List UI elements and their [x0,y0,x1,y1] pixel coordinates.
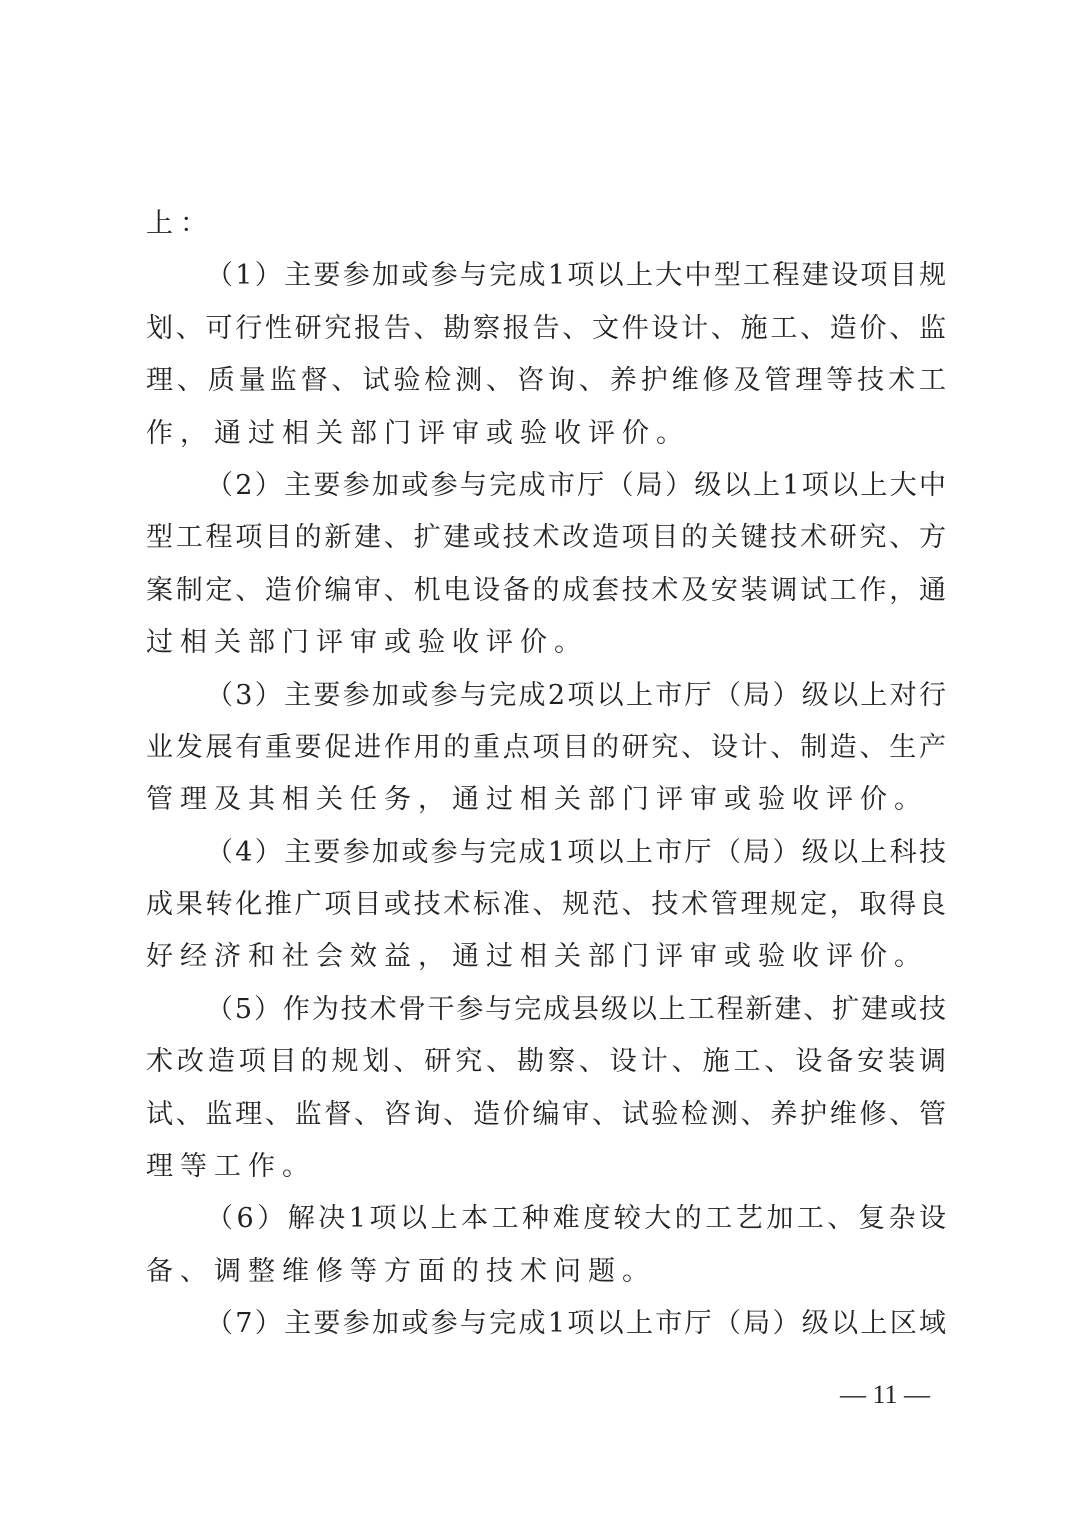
item-3-line-2: 业发展有重要促进作用的重点项目的研究、设计、制造、生产 [146,731,946,763]
item-2-line-4: 过相关部门评审或验收评价。 [146,627,588,659]
item-4-line-3: 好经济和社会效益，通过相关部门评审或验收评价。 [146,941,928,973]
item-5-line-2: 术改造项目的规划、研究、勘察、设计、施工、设备安装调 [146,1046,946,1078]
item-3-line-3: 管理及其相关任务，通过相关部门评审或验收评价。 [146,784,928,816]
item-4-line-1: （4）主要参加或参与完成1项以上市厅（局）级以上科技 [206,836,946,868]
text-line-intro: 上： [146,208,214,239]
page-number: — 11 — [839,1380,931,1409]
item-7-line-1: （7）主要参加或参与完成1项以上市厅（局）级以上区域 [206,1308,946,1340]
item-1-line-3: 理、质量监督、试验检测、咨询、养护维修及管理等技术工 [146,365,946,397]
item-2-line-3: 案制定、造价编审、机电设备的成套技术及安装调试工作，通 [146,574,946,606]
item-1-line-2: 划、可行性研究报告、勘察报告、文件设计、施工、造价、监 [146,312,946,344]
item-6-line-1: （6）解决1项以上本工种难度较大的工艺加工、复杂设 [206,1203,946,1235]
item-1-line-4: 作，通过相关部门评审或验收评价。 [146,417,690,449]
item-2-line-1: （2）主要参加或参与完成市厅（局）级以上1项以上大中 [206,469,946,501]
item-5-line-4: 理等工作。 [146,1151,316,1183]
item-5-line-3: 试、监理、监督、咨询、造价编审、试验检测、养护维修、管 [146,1098,946,1130]
item-1-line-1: （1）主要参加或参与完成1项以上大中型工程建设项目规 [206,260,946,292]
document-body [146,198,946,1351]
item-6-line-2: 备、调整维修等方面的技术问题。 [146,1255,656,1287]
item-2-line-2: 型工程项目的新建、扩建或技术改造项目的关键技术研究、方 [146,522,946,554]
item-4-line-2: 成果转化推广项目或技术标准、规范、技术管理规定，取得良 [146,889,946,921]
item-5-line-1: （5）作为技术骨干参与完成县级以上工程新建、扩建或技 [206,993,946,1025]
item-3-line-1: （3）主要参加或参与完成2项以上市厅（局）级以上对行 [206,679,946,711]
